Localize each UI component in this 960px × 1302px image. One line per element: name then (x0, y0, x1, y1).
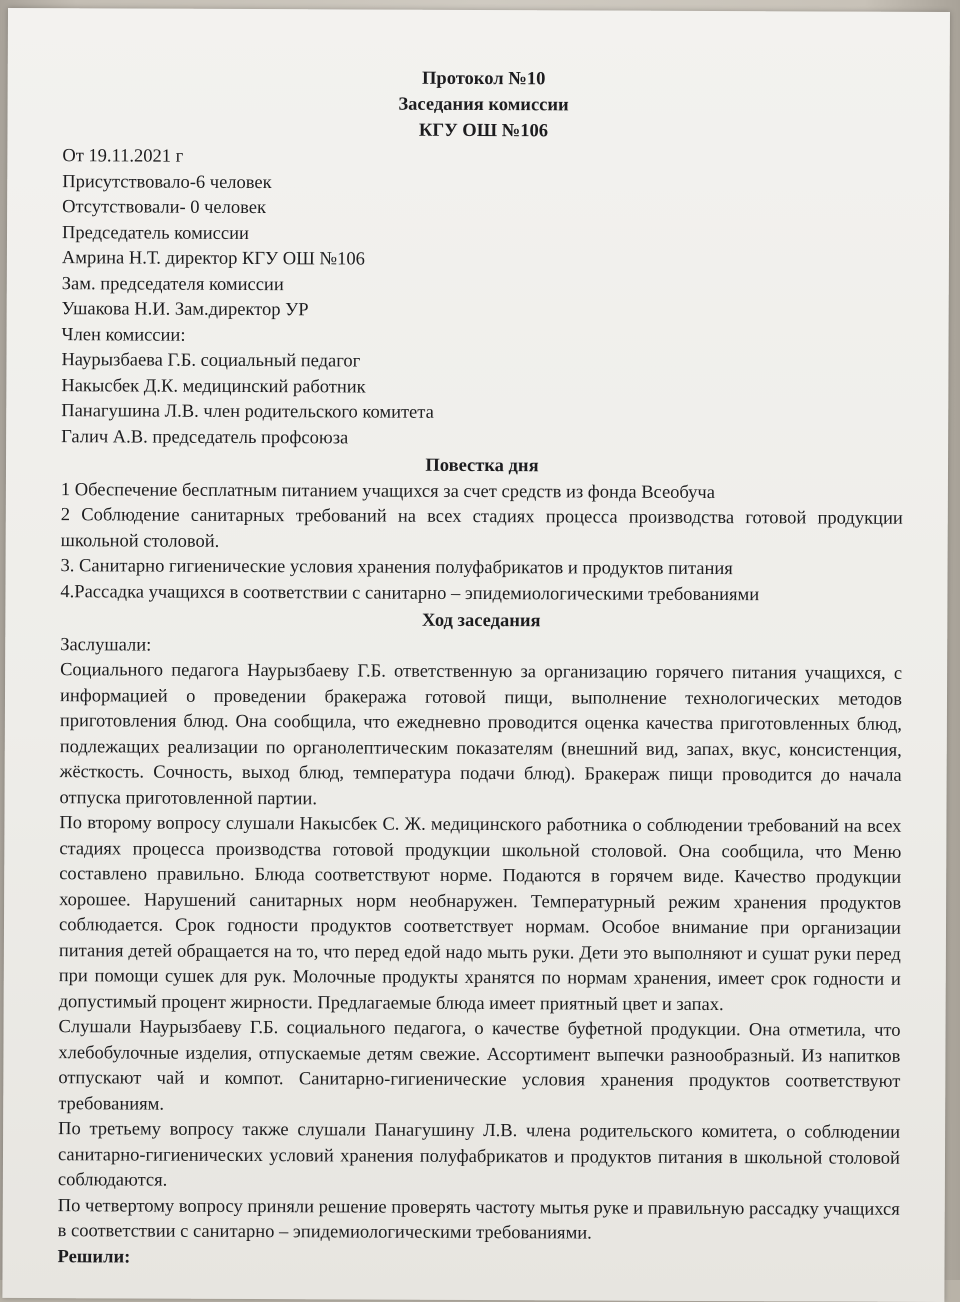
commission-members (61, 221, 904, 454)
member-line: Председатель комиссии (61, 222, 249, 244)
agenda-list (60, 478, 903, 609)
agenda-item: 1 Обеспечение бесплатным питанием учащихся за счет средств из фонда Всеобуча (60, 479, 715, 503)
paragraph: По второму вопросу слушали Накысбек С. Ж. медицинского работника о соблюдении требований на всех стадиях процесса производства готовой продукции школьной столовой. Она сообщила, что Меню составлено правильно. Блюда соответствуют норме. Подаются в горячем виде. Качество продукции хорошее. Нарушений санитарных норм необнаружен. Температурный режим хранения продуктов соблюдается. Срок годности продуктов соответствует нормам. Особое внимание при организации питания детей обращается на то, что перед едой надо мыть руки. Дети это выполняют и сушат руки перед при помощи сушек для рук. Молочные продукты хранятся по нормам хранения, имеет срок годности и допустимый процент жирности. Предлагаемые блюда имеет приятный цвет и запах. (58, 813, 902, 1015)
decided-label: Решили: (57, 1246, 131, 1267)
agenda-heading: Повестка дня (425, 455, 539, 477)
present-count: Присутствовало-6 человек (62, 171, 272, 193)
member-line: Наурызбаева Г.Б. социальный педагог (61, 350, 361, 372)
member-line: Накысбек Д.К. медицинский работник (61, 375, 366, 398)
member-line: Член комиссии: (61, 324, 186, 346)
document-title: Протокол №10 (421, 68, 546, 90)
paragraph: По четвертому вопросу приняли решение проверять частоту мытья руке и правильную рассадку учащихся в соответствии с санитарно – эпидемиологическими требованиями. (57, 1195, 900, 1244)
member-line: Панагушина Л.В. член родительского комитета (61, 401, 434, 423)
paragraph: Слушали Наурызбаеву Г.Б. социального педагога, о качестве буфетной продукции. Она отметила, что хлебобулочные изделия, отпускаемые детям свежие. Ассортимент выпечки разнообразный. Из напитков отпускают чай и компот. Санитарно-гигиенические условия хранения продуктов соответствуют требованиям. (58, 1017, 901, 1115)
document-body (57, 64, 904, 1274)
document-page (2, 8, 950, 1302)
document-subtitle: Заседания комиссии (398, 94, 569, 116)
proceedings-heading: Ход заседания (422, 610, 541, 632)
paragraph: Социального педагога Наурызбаеву Г.Б. ответственную за организацию горячего питания учащихся, с информацией о проведении бракеража готовой пищи, выполнение технологических методов приготовления блюд. Она сообщила, что ежедневно проводится оценка качества приготовленных блюд, подлежащих реализации по органолептическим показателям (внешний вид, запах, вкус, консистенция, жёсткость. Сочность, выход блюд, температура подачи блюд). Бракераж пищи проводится до начала отпуска приготовленной партии. (59, 660, 903, 809)
member-line: Зам. председателя комиссии (61, 273, 284, 295)
agenda-item: 2 Соблюдение санитарных требований на всех стадиях процесса производства готовой продукции школьной столовой. (60, 505, 903, 552)
absent-count: Отсутствовали- 0 человек (62, 197, 267, 219)
paragraph: По третьему вопросу также слушали Панагушину Л.В. члена родительского комитета, о соблюдении санитарно-гигиенических условий хранения полуфабрикатов и продуктов питания в школьной столовой соблюдаются. (57, 1119, 901, 1191)
proceedings-text (58, 658, 903, 1248)
heard-label: Заслушали: (60, 634, 152, 656)
meeting-date: От 19.11.2021 г (62, 146, 184, 167)
organization-name: КГУ ОШ №106 (418, 120, 549, 142)
title-block (62, 64, 904, 146)
member-line: Амрина Н.Т. директор КГУ ОШ №106 (61, 248, 365, 270)
member-line: Ушакова Н.И. Зам.директор УР (61, 299, 309, 321)
agenda-item: 4.Рассадка учащихся в соответствии с санитарно – эпидемиологическими требованиями (60, 581, 760, 605)
agenda-item: 3. Санитарно гигиенические условия хранения полуфабрикатов и продуктов питания (60, 556, 733, 580)
member-line: Галич А.В. председатель профсоюза (61, 426, 349, 448)
